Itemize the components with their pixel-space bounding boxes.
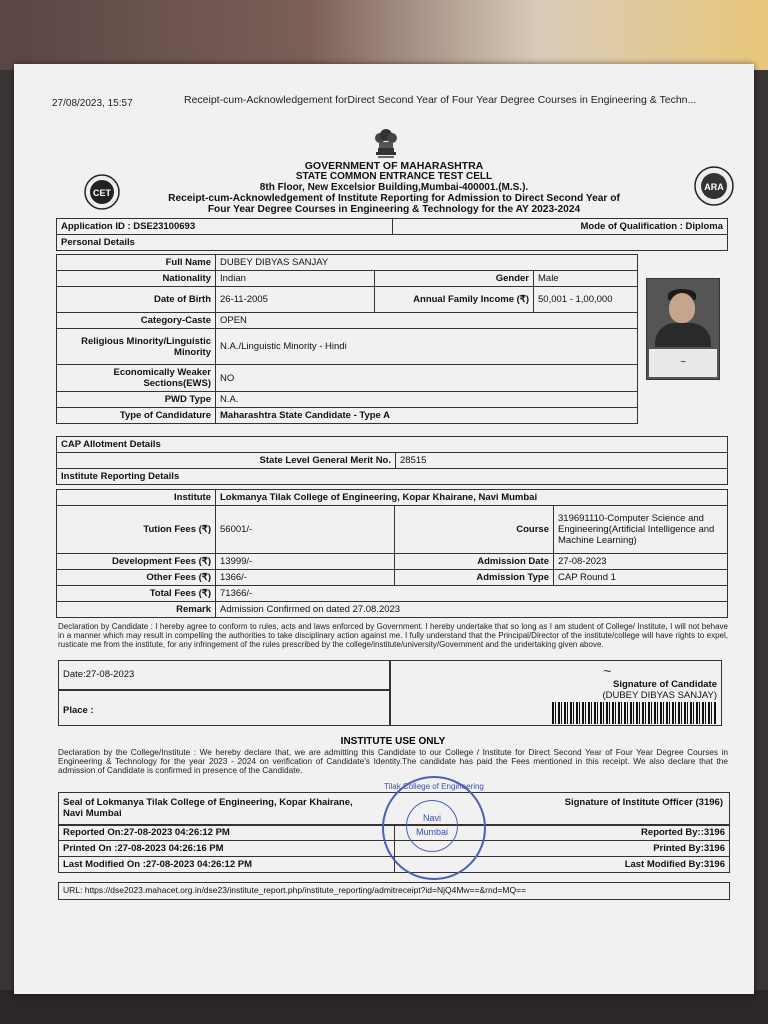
full-name-value: DUBEY DIBYAS SANJAY <box>216 255 638 271</box>
candidate-date: Date:27-08-2023 <box>63 669 135 680</box>
seal-inner <box>406 800 458 852</box>
other-fees-value: 1366/- <box>216 570 395 586</box>
receipt-paper <box>14 64 754 994</box>
receipt-title-2: Four Year Degree Courses in Engineering & Technology for the AY 2023-2024 <box>207 204 581 215</box>
gov-title: GOVERNMENT OF MAHARASHTRA <box>304 160 484 172</box>
gender-value: Male <box>534 271 638 287</box>
category-value: OPEN <box>216 313 638 329</box>
candidature-value: Maharashtra State Candidate - Type A <box>216 408 638 424</box>
admission-type-label: Admission Type <box>395 570 554 586</box>
url-row <box>58 882 730 900</box>
photo-body <box>655 323 711 347</box>
institute-table <box>56 489 728 618</box>
institute-declaration: Declaration by the College/Institute : We hereby declare that, we are admitting this Candidate to our College / Institute for Direct Second Year of Four Year Degree Courses in Engineering & Technology for the year 2023 - 2024 on verification of Candidate's Identity.The candidate has paid the Fees mentioned in this receipt. We also declare that the admission of Candidate is confirmed in presence of the Candidate. <box>58 747 728 775</box>
svg-text:ARA: ARA <box>704 182 724 192</box>
admission-date-label: Admission Date <box>395 554 554 570</box>
income-value: 50,001 - 1,00,000 <box>534 287 638 313</box>
signature-name: (DUBEY DIBYAS SANJAY) <box>602 690 717 701</box>
background-bottom <box>0 990 768 1024</box>
college-seal-icon <box>382 776 486 880</box>
total-fees-value: 71366/- <box>216 586 728 602</box>
income-label: Annual Family Income (₹) <box>375 287 534 313</box>
background-top <box>0 0 768 70</box>
dev-fees-value: 13999/- <box>216 554 395 570</box>
barcode-icon <box>552 702 716 724</box>
cell-title: STATE COMMON ENTRANCE TEST CELL <box>295 171 493 182</box>
last-modified-by: Last Modified By:3196 <box>394 857 730 873</box>
cap-table <box>56 436 728 485</box>
candidate-place: Place : <box>63 705 94 716</box>
minority-label: Religious Minority/Linguistic Minority <box>57 329 216 365</box>
merit-label: State Level General Merit No. <box>57 453 396 469</box>
candidate-declaration: Declaration by Candidate : I hereby agree to conform to rules, acts and laws enforced by Government. I hereby undertake that so long as I am student of College/ Institute, I will not behave in a manner which may result in compelling the authorities to take disciplinary action against me. I fully understand that the Principal/Director of the institute/college will have rights to expel, rusticate me from the institute, for any infringement of the rules prescribed by the college/institute/university/Government and the undertaking given above. <box>58 622 728 649</box>
candidate-place-box <box>58 690 390 726</box>
merit-value: 28515 <box>396 453 728 469</box>
minority-value: N.A./Linguistic Minority - Hindi <box>216 329 638 365</box>
institute-use-title: INSTITUTE USE ONLY <box>340 736 446 747</box>
officer-signature-label: Signature of Institute Officer (3196) <box>564 797 723 808</box>
tution-value: 56001/- <box>216 506 395 554</box>
svg-text:CET: CET <box>93 188 111 198</box>
application-row <box>56 218 728 251</box>
tution-label: Tution Fees (₹) <box>57 506 216 554</box>
total-fees-label: Total Fees (₹) <box>57 586 216 602</box>
section-personal: Personal Details <box>57 235 728 251</box>
candidate-photo <box>646 278 720 380</box>
nationality-label: Nationality <box>57 271 216 287</box>
admission-type-value: CAP Round 1 <box>554 570 728 586</box>
reported-on: Reported On:27-08-2023 04:26:12 PM <box>59 825 395 841</box>
photo-face <box>669 293 695 323</box>
printed-on: Printed On :27-08-2023 04:26:16 PM <box>59 841 395 857</box>
pwd-label: PWD Type <box>57 392 216 408</box>
course-label: Course <box>395 506 554 554</box>
last-modified-on: Last Modified On :27-08-2023 04:26:12 PM <box>59 857 395 873</box>
mode-of-qualification: Mode of Qualification : Diploma <box>392 219 728 235</box>
remark-label: Remark <box>57 602 216 618</box>
ara-logo-icon <box>694 166 734 206</box>
ews-label: Economically Weaker Sections(EWS) <box>57 365 216 392</box>
seal-center-2: Mumbai <box>415 827 448 837</box>
dob-value: 26-11-2005 <box>216 287 375 313</box>
receipt-url[interactable]: URL: https://dse2023.mahacet.org.in/dse23/institute_report.php/institute_reporting/admitreceipt?id=NjQ4Mw==&rnd=MQ== <box>63 885 527 895</box>
seal-center-1: Navi <box>422 813 441 823</box>
signature-scribble-icon: ~ <box>603 663 612 679</box>
remark-value: Admission Confirmed on dated 27.08.2023 <box>216 602 728 618</box>
category-label: Category-Caste <box>57 313 216 329</box>
other-fees-label: Other Fees (₹) <box>57 570 216 586</box>
receipt-title-1: Receipt-cum-Acknowledgement of Institute Reporting for Admission to Direct Second Year of <box>168 193 620 204</box>
institute-label: Institute <box>57 490 216 506</box>
admission-date-value: 27-08-2023 <box>554 554 728 570</box>
dev-fees-label: Development Fees (₹) <box>57 554 216 570</box>
print-page-title: Receipt-cum-Acknowledgement forDirect Second Year of Four Year Degree Courses in Engineering & Techn... <box>184 94 697 106</box>
seal-label: Seal of Lokmanya Tilak College of Engineering, Kopar Khairane, Navi Mumbai <box>63 797 353 819</box>
print-datetime: 27/08/2023, 15:57 <box>52 98 133 109</box>
full-name-label: Full Name <box>57 255 216 271</box>
state-emblem-icon <box>372 122 400 160</box>
signature-label: Signature of Candidate <box>613 679 717 690</box>
pwd-value: N.A. <box>216 392 638 408</box>
cell-address: 8th Floor, New Excelsior Building,Mumbai-400001.(M.S.). <box>259 182 529 193</box>
section-institute: Institute Reporting Details <box>57 469 728 485</box>
gender-label: Gender <box>375 271 534 287</box>
reported-by: Reported By::3196 <box>394 825 730 841</box>
seal-ring-text: Tilak College of Engineering <box>384 782 484 791</box>
application-id: Application ID : DSE23100693 <box>57 219 393 235</box>
course-value: 319691110-Computer Science and Engineering(Artificial Intelligence and Machine Learning) <box>554 506 728 554</box>
section-cap: CAP Allotment Details <box>57 437 728 453</box>
photo-signature: ~ <box>649 349 717 377</box>
candidate-date-box <box>58 660 390 690</box>
candidature-label: Type of Candidature <box>57 408 216 424</box>
ews-value: NO <box>216 365 638 392</box>
nationality-value: Indian <box>216 271 375 287</box>
dob-label: Date of Birth <box>57 287 216 313</box>
printed-by: Printed By:3196 <box>394 841 730 857</box>
personal-details-table <box>56 254 638 424</box>
institute-value: Lokmanya Tilak College of Engineering, Kopar Khairane, Navi Mumbai <box>216 490 728 506</box>
